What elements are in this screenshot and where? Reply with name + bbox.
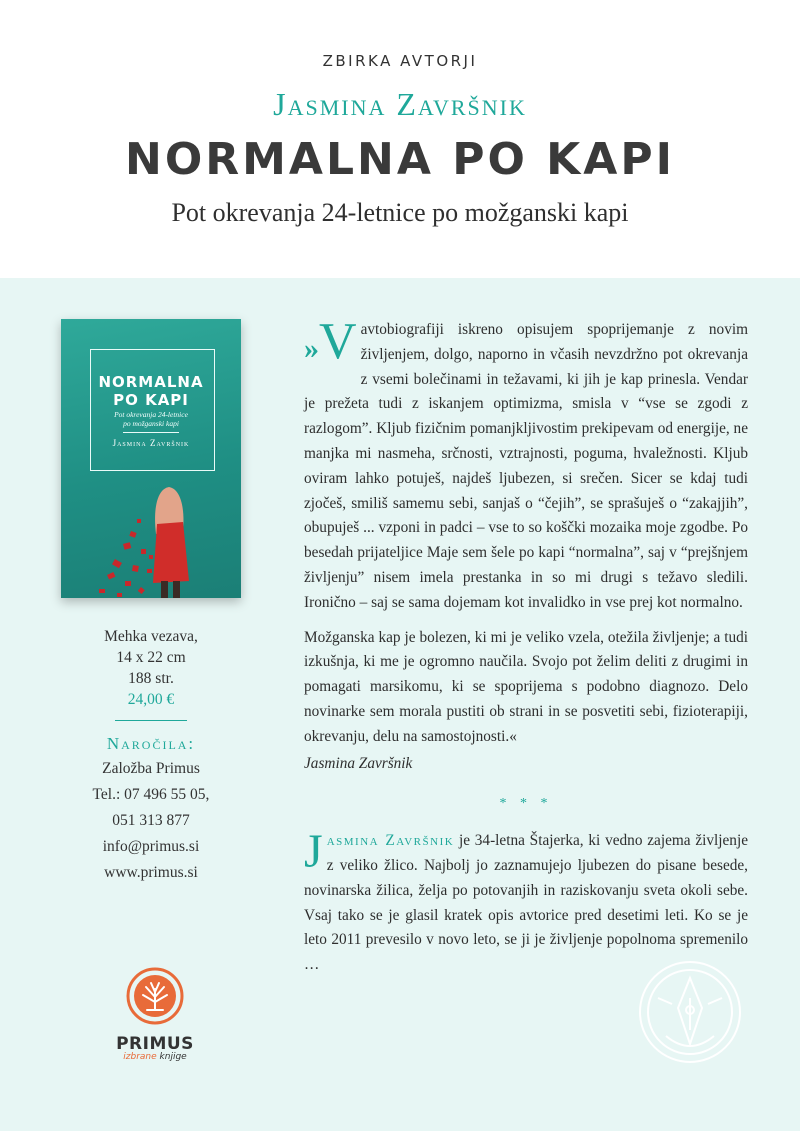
cover-author: Jasmina Završnik	[112, 438, 190, 448]
signature: Jasmina Završnik	[304, 754, 413, 772]
pen-nib-watermark-icon	[636, 958, 744, 1066]
bio-text: je 34-letna Štajerka, ki vedno zajema življenje z veliko žlico. Najbolj jo zaznamujejo ljubezen do pisane besede, novinarska žilica, želja po potovanjih in raziskovanju sveta okoli sebe. Vsaj tako se je glasil kratek opis avtorice pred desetimi leti. Ko se je leto 2011 prevesilo v novo leto, se ji je življenje popolnoma spremenilo …	[304, 832, 748, 974]
orders-label: Naročila:	[106, 734, 196, 753]
cover-title-line1: NORMALNA	[98, 373, 204, 391]
logo-tagline-rest: knjige	[156, 1052, 187, 1062]
author-bio	[304, 825, 748, 978]
dropcap-letter: V	[319, 313, 357, 370]
cover-subtitle-line2: po možganski kapi	[123, 419, 179, 428]
header	[0, 0, 800, 278]
publisher-logo	[110, 967, 200, 1062]
logo-tagline-highlight: izbrane	[123, 1052, 157, 1062]
author-name: Jasmina Završnik	[273, 86, 527, 122]
info-divider	[115, 720, 187, 721]
email-link[interactable]: info@primus.si	[102, 838, 200, 855]
paragraph-1-text: avtobiografiji iskreno opisujem spoprijemanje z novim življenjem, dolgo, naporno in včasih nevzdržno pot okrevanja z vsemi bolečinami in težavami, ki jih je kap prinesla. Vendar je prežeta tudi z iskanjem optimizma, smisla v “vse se zgodi z razlogom”. Kljub fizičnim pomanjkljivostim prekipevam od energije, ne manjka mi nasmeha, srčnosti, vztrajnosti, poguma, hvaležnosti. Kljub oviram lahko potuješ, najdeš ljubezen, si srečen. Sicer se kdaj tudi zjočeš, smiliš samemu sebi, sanjaš o “čejih”, se sprašuješ o “zakajjih”, obupuješ ... vzponi in padci – vse to so koščki mozaika moje zgodbe. Po besedah prijateljice Maje sem šele po kapi “normalna”, saj v “prejšnjem življenju” nisem imela prestanka in so mi drugi s težavo sledili. Ironično – saj se sama dojemam kot invalidko in vse prej kot normalno.	[304, 321, 748, 611]
quote-paragraph-1	[304, 313, 748, 616]
bio-dropcap: J	[304, 825, 323, 879]
quote-paragraph-2: Možganska kap je bolezen, ki mi je veliko vzela, otežila življenje; a tudi izkušnja, ki me je ogromno naučila. Svojo pot želim deliti z drugimi in pomagati marsikomu, ki se spoprijema s podobno diagnozo. Delo novinarke sem morala pustiti ob strani in se posvetiti sebi, fizioterapiji, okrevanju, delu na samostojnosti.«	[304, 628, 748, 745]
book-cover	[61, 319, 241, 598]
price: 24,00 €	[127, 691, 175, 708]
quote-mark-icon: »	[304, 332, 319, 365]
book-info	[61, 626, 241, 886]
contact-info	[61, 756, 241, 886]
phone-line-1: Tel.: 07 496 55 05,	[92, 786, 210, 803]
size-info: 14 x 22 cm	[116, 649, 186, 666]
binding-info: Mehka vezava,	[104, 628, 198, 645]
cover-title-line2: PO KAPI	[113, 391, 189, 409]
pages-info: 188 str.	[128, 670, 174, 687]
book-title: NORMALNA PO KAPI	[125, 134, 675, 185]
cover-subtitle-line1: Pot okrevanja 24-letnice	[114, 410, 188, 419]
logo-name: PRIMUS	[116, 1034, 194, 1054]
cover-illustration	[61, 319, 241, 598]
publisher-name: Založba Primus	[102, 760, 200, 777]
main-text	[304, 313, 748, 978]
section-separator: * * *	[499, 796, 553, 812]
logo-tagline	[110, 1052, 200, 1062]
phone-line-2: 051 313 877	[112, 812, 190, 829]
primus-tree-icon	[126, 967, 184, 1025]
dropcap-block	[304, 313, 357, 371]
series-label: ZBIRKA AVTORJI	[322, 52, 478, 70]
book-subtitle: Pot okrevanja 24-letnice po možganski kapi	[171, 198, 629, 227]
website-link[interactable]: www.primus.si	[104, 864, 198, 881]
bio-name: asmina Završnik	[326, 832, 455, 850]
